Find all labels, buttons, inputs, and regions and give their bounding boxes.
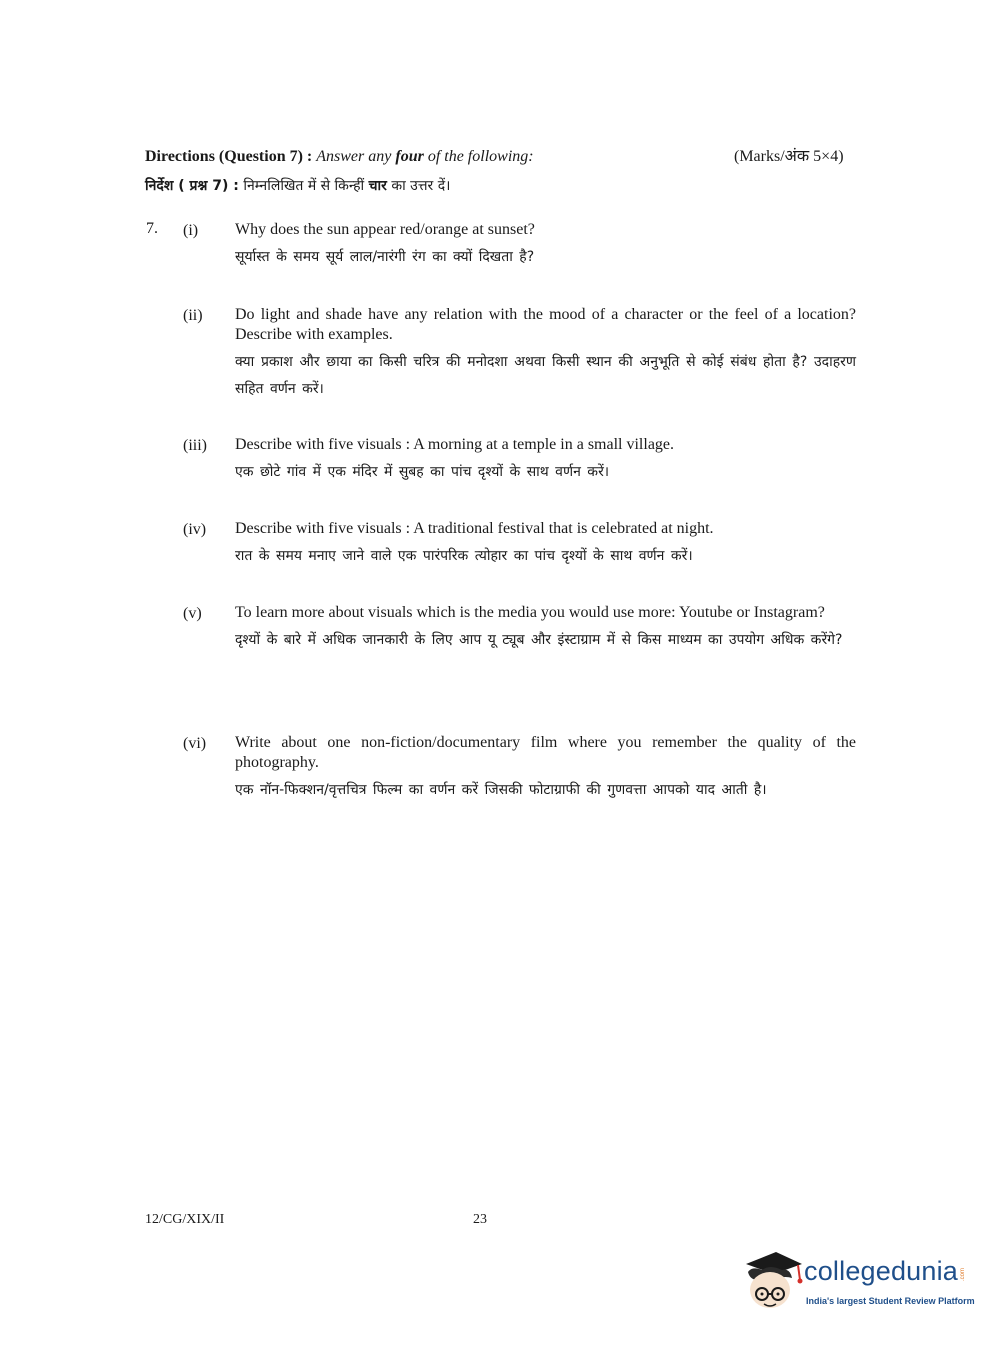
item-number: (v) xyxy=(183,605,202,622)
hindi-label: निर्देश ( प्रश्न 7) : xyxy=(145,178,239,194)
item-english: Why does the sun appear red/orange at sunset? xyxy=(235,221,535,238)
item-english: To learn more about visuals which is the media you would use more: Youtube or Instagram? xyxy=(235,604,825,621)
item-number: (i) xyxy=(183,222,199,239)
marks-label: (Marks/अंक 5×4) xyxy=(734,148,844,165)
directions-pre: Answer any xyxy=(316,148,392,165)
mascot-icon xyxy=(742,1250,804,1316)
logo-tagline: India's largest Student Review Platform xyxy=(806,1296,975,1306)
item-hindi: रात के समय मनाए जाने वाले एक पारंपरिक त्योहार का पांच दृश्यों के साथ वर्णन करें। xyxy=(235,548,693,564)
directions-post: of the following: xyxy=(427,148,534,165)
logo-domain: .com xyxy=(960,1268,966,1282)
page-number: 23 xyxy=(473,1212,487,1227)
directions-english xyxy=(145,146,534,168)
item-hindi: एक छोटे गांव में एक मंदिर में सुबह का पांच दृश्यों के साथ वर्णन करें। xyxy=(235,464,610,480)
item-hindi: क्या प्रकाश और छाया का किसी चरित्र की मनोदशा अथवा किसी स्थान की अनुभूति से कोई संबंध होता है? उदाहरण सहित वर्णन करें। xyxy=(235,354,856,397)
hindi-pre: निम्नलिखित में से किन्हीं xyxy=(243,178,365,194)
item-hindi: दृश्यों के बारे में अधिक जानकारी के लिए आप यू ट्यूब और इंस्टाग्राम में से किस माध्यम का उपयोग अधिक करेंगे? xyxy=(235,632,843,648)
item-english: Describe with five visuals : A morning at a temple in a small village. xyxy=(235,436,675,453)
directions-hindi xyxy=(145,175,450,197)
directions-bold: four xyxy=(395,148,424,165)
hindi-post: का उत्तर दें। xyxy=(391,178,451,194)
question-number: 7. xyxy=(146,220,158,237)
item-hindi: सूर्यास्त के समय सूर्य लाल/नारंगी रंग का क्यों दिखता है? xyxy=(235,249,535,265)
collegedunia-logo[interactable] xyxy=(742,1250,975,1316)
item-english: Write about one non-fiction/documentary film where you remember the quality of the photography. xyxy=(235,734,856,771)
hindi-bold: चार xyxy=(368,178,387,194)
item-number: (iii) xyxy=(183,437,207,454)
item-english: Do light and shade have any relation with the mood of a character or the feel of a location? Describe with examples. xyxy=(235,306,856,343)
item-hindi: एक नॉन-फिक्शन/वृत्तचित्र फिल्म का वर्णन करें जिसकी फोटाग्राफी की गुणवत्ता आपको याद आती है। xyxy=(235,782,767,798)
item-number: (vi) xyxy=(183,735,207,752)
item-number: (ii) xyxy=(183,307,203,324)
logo-wordmark: collegedunia xyxy=(804,1256,959,1286)
directions-label: Directions (Question 7) : xyxy=(145,148,313,165)
item-number: (iv) xyxy=(183,521,207,538)
item-english: Describe with five visuals : A traditional festival that is celebrated at night. xyxy=(235,520,714,537)
footer-code: 12/CG/XIX/II xyxy=(145,1212,225,1227)
